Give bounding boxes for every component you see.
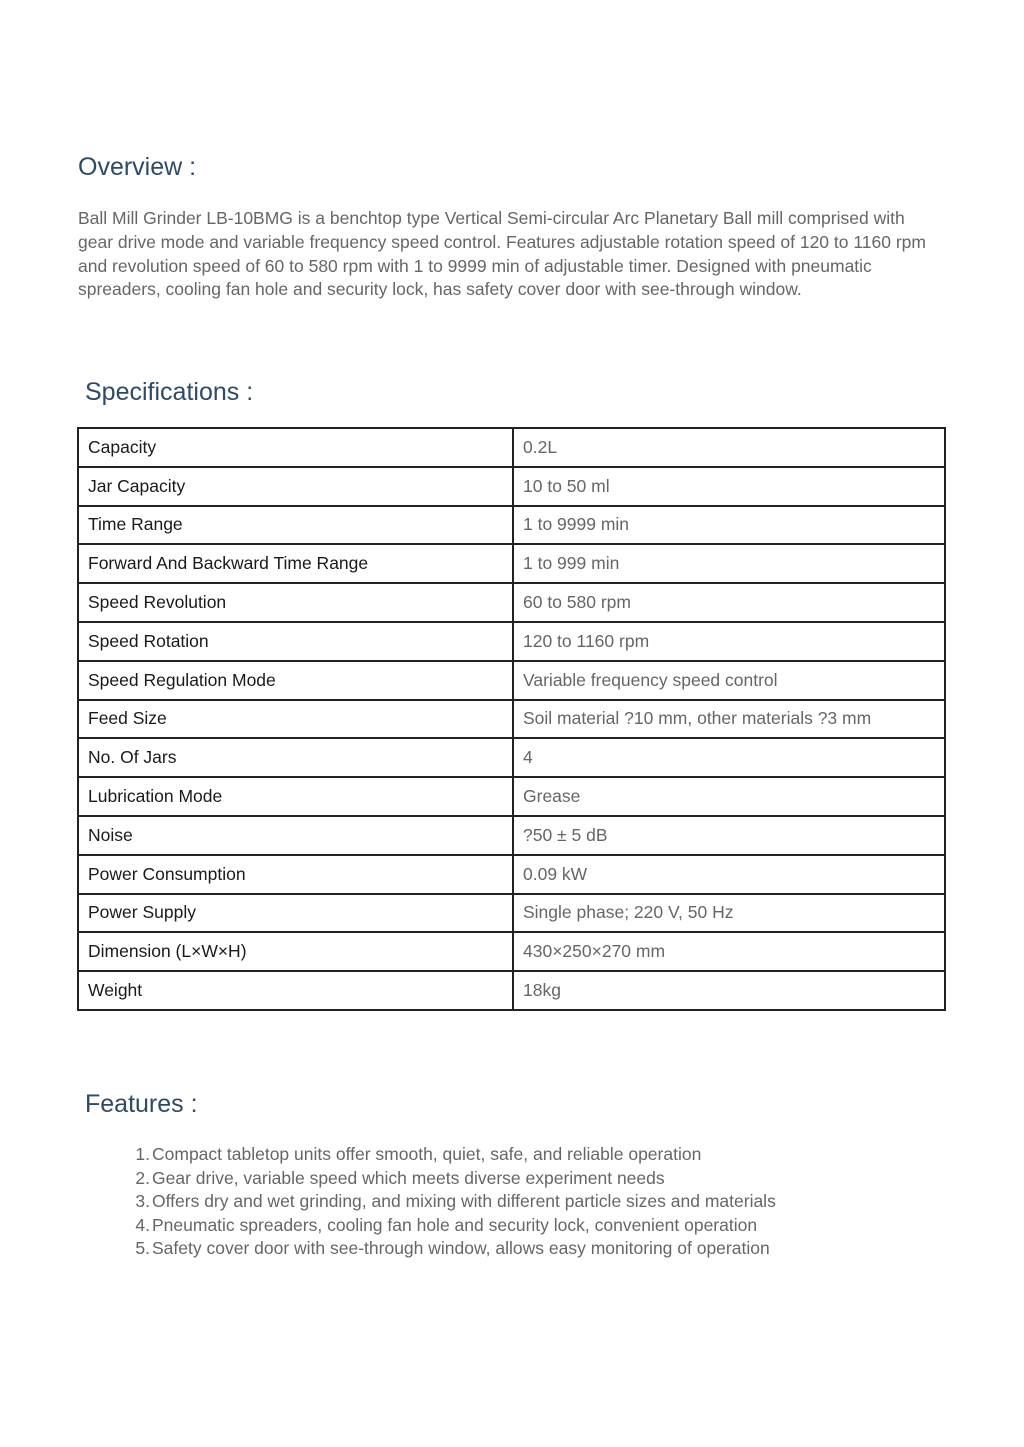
spec-label: Dimension (L×W×H) (78, 932, 513, 971)
features-list (135, 1143, 776, 1261)
feature-item (135, 1167, 776, 1191)
specifications-heading: Specifications : (85, 378, 254, 406)
spec-row (78, 700, 945, 739)
spec-row (78, 894, 945, 933)
feature-number: 5. (135, 1238, 150, 1259)
spec-row (78, 583, 945, 622)
spec-value: 4 (513, 738, 945, 777)
feature-text: Gear drive, variable speed which meets diverse experiment needs (152, 1167, 665, 1188)
spec-row (78, 428, 945, 467)
spec-value: 10 to 50 ml (513, 467, 945, 506)
spec-value: 120 to 1160 rpm (513, 622, 945, 661)
feature-text: Compact tabletop units offer smooth, quiet, safe, and reliable operation (152, 1144, 702, 1164)
spec-value: 0.09 kW (513, 855, 945, 894)
overview-paragraph: Ball Mill Grinder LB-10BMG is a benchtop type Vertical Semi-circular Arc Planetary Ball mill comprised with gear drive mode and variable frequency speed control. Features adjustable rotation speed of 120 to 1160 rpm and revolution speed of 60 to 580 rpm with 1 to 9999 min of adjustable timer. Designed with pneumatic spreaders, cooling fan hole and security lock, has safety cover door with see-through window. (78, 208, 926, 300)
spec-label: Time Range (78, 506, 513, 545)
feature-item (135, 1237, 776, 1261)
feature-item (135, 1214, 776, 1238)
spec-label: Feed Size (78, 700, 513, 739)
spec-label: Speed Regulation Mode (78, 661, 513, 700)
spec-value: Soil material ?10 mm, other materials ?3 mm (513, 700, 945, 739)
spec-row (78, 506, 945, 545)
spec-row (78, 777, 945, 816)
spec-row (78, 971, 945, 1010)
spec-value: 18kg (513, 971, 945, 1010)
spec-label: Power Consumption (78, 855, 513, 894)
specifications-table (77, 427, 946, 1011)
spec-value: 0.2L (513, 428, 945, 467)
feature-text: Offers dry and wet grinding, and mixing with different particle sizes and materials (152, 1191, 776, 1212)
spec-row (78, 544, 945, 583)
features-heading: Features : (85, 1090, 198, 1118)
specifications-table-body (78, 428, 945, 1010)
spec-label: Capacity (78, 428, 513, 467)
spec-label: Noise (78, 816, 513, 855)
feature-text: Safety cover door with see-through window, allows easy monitoring of operation (152, 1238, 770, 1259)
spec-value: Grease (513, 777, 945, 816)
spec-row (78, 661, 945, 700)
feature-number: 2. (135, 1167, 150, 1188)
spec-row (78, 816, 945, 855)
spec-row (78, 855, 945, 894)
feature-number: 4. (135, 1214, 150, 1235)
feature-number: 3. (135, 1191, 150, 1212)
spec-value: Variable frequency speed control (513, 661, 945, 700)
feature-item (135, 1143, 776, 1167)
spec-row (78, 467, 945, 506)
spec-value: 1 to 999 min (513, 544, 945, 583)
spec-row (78, 738, 945, 777)
spec-label: Weight (78, 971, 513, 1010)
spec-label: Speed Rotation (78, 622, 513, 661)
spec-value: Single phase; 220 V, 50 Hz (513, 894, 945, 933)
spec-label: Forward And Backward Time Range (78, 544, 513, 583)
spec-value: ?50 ± 5 dB (513, 816, 945, 855)
spec-row (78, 932, 945, 971)
overview-heading: Overview : (78, 153, 197, 181)
feature-item (135, 1190, 776, 1214)
spec-value: 430×250×270 mm (513, 932, 945, 971)
feature-number: 1. (135, 1144, 150, 1164)
spec-label: No. Of Jars (78, 738, 513, 777)
spec-value: 60 to 580 rpm (513, 583, 945, 622)
spec-label: Lubrication Mode (78, 777, 513, 816)
spec-value: 1 to 9999 min (513, 506, 945, 545)
spec-row (78, 622, 945, 661)
feature-text: Pneumatic spreaders, cooling fan hole and security lock, convenient operation (152, 1214, 758, 1235)
spec-label: Speed Revolution (78, 583, 513, 622)
spec-label: Jar Capacity (78, 467, 513, 506)
spec-label: Power Supply (78, 894, 513, 933)
